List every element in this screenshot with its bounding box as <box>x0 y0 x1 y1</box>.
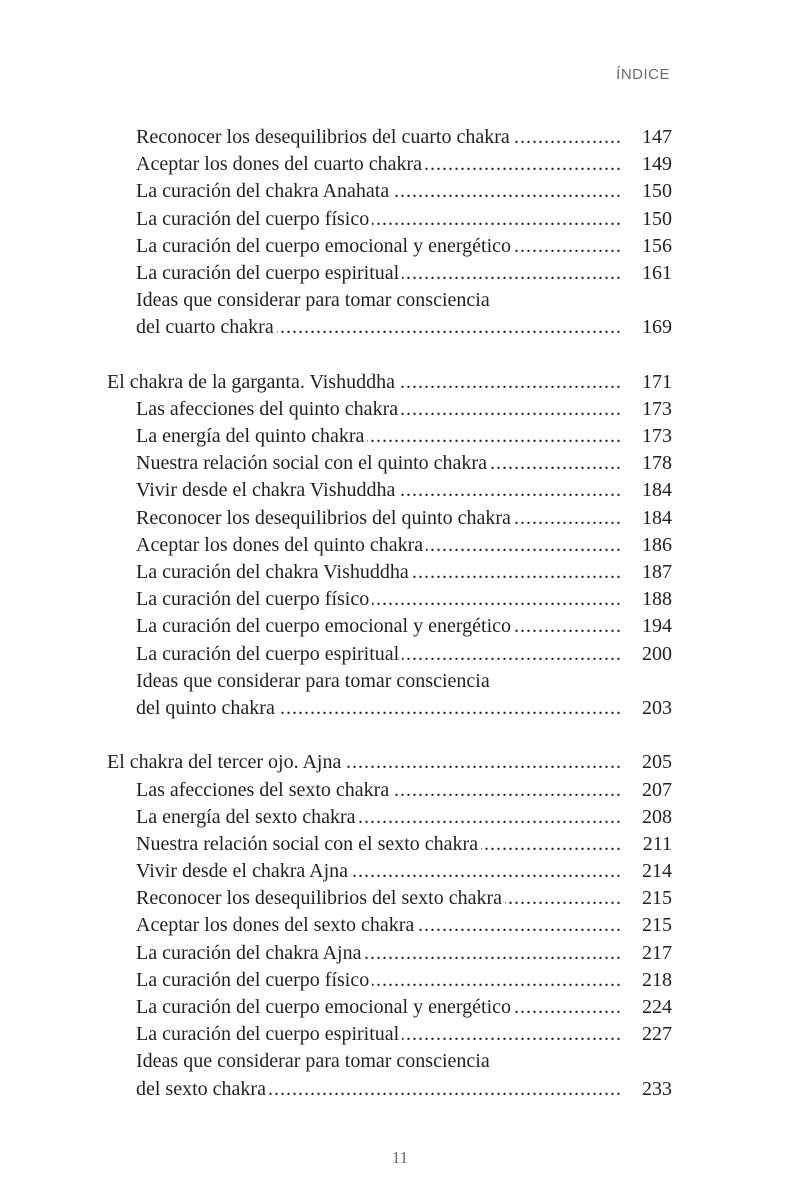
toc-entry <box>107 151 672 178</box>
toc-entry-continuation <box>107 314 672 341</box>
toc-entry <box>107 912 672 939</box>
toc-entry-title: La curación del chakra Ajna <box>136 941 362 964</box>
dot-leader <box>402 641 622 668</box>
toc-entry-title: El chakra de la garganta. Vishuddha <box>107 370 395 393</box>
toc-entry <box>107 804 672 831</box>
toc-entry-page: 178 <box>642 452 672 475</box>
running-header: ÍNDICE <box>616 66 670 83</box>
toc-entry-page: 173 <box>642 425 672 448</box>
dot-leader <box>277 314 622 341</box>
toc-entry-title: Nuestra relación social con el quinto chakra <box>136 452 487 475</box>
dot-leader <box>412 559 622 586</box>
toc-entry <box>107 885 672 912</box>
dot-leader <box>372 206 622 233</box>
dot-leader <box>514 233 622 260</box>
toc-entry-continuation <box>107 1076 672 1103</box>
dot-leader <box>505 885 622 912</box>
dot-leader <box>514 505 622 532</box>
toc-entry-page: 184 <box>642 479 672 502</box>
toc-entry-page: 205 <box>642 751 672 774</box>
toc-entry-page: 215 <box>642 914 672 937</box>
dot-leader <box>417 912 622 939</box>
toc-entry-page: 173 <box>642 397 672 420</box>
toc-entry-title-continued: del sexto chakra <box>136 1077 266 1100</box>
toc-entry-title: Reconocer los desequilibrios del cuarto chakra <box>136 126 510 148</box>
dot-leader <box>344 749 622 776</box>
dot-leader <box>426 532 622 559</box>
toc-entry-page: 184 <box>642 506 672 529</box>
toc-entry-title: La curación del cuerpo emocional y energético <box>136 615 512 638</box>
toc-entry <box>107 586 672 613</box>
toc-entry-page: 207 <box>642 778 672 801</box>
toc-entry-title: La curación del cuerpo físico <box>136 968 370 991</box>
dot-leader <box>398 477 622 504</box>
toc-entry-title: La energía del sexto chakra <box>136 805 356 828</box>
toc-entry-title: La curación del chakra Anahata <box>136 180 390 203</box>
toc-entry <box>107 613 672 640</box>
toc-entry <box>107 124 672 151</box>
toc-entry-page: 211 <box>642 832 672 855</box>
toc-entry-title: Aceptar los dones del sexto chakra <box>136 914 415 937</box>
toc-entry <box>107 206 672 233</box>
dot-leader <box>402 260 622 287</box>
dot-leader <box>367 423 622 450</box>
toc-entry-title-continued: del quinto chakra <box>136 696 275 719</box>
toc-entry-title: La energía del quinto chakra <box>136 425 365 448</box>
dot-leader <box>351 858 622 885</box>
toc-entry-title: Vivir desde el chakra Ajna <box>136 860 349 883</box>
dot-leader <box>392 178 622 205</box>
toc-entry-title: Nuestra relación social con el sexto chakra <box>136 832 479 855</box>
toc-entry <box>107 260 672 287</box>
toc-entry-page: 200 <box>642 642 672 665</box>
dot-leader <box>392 777 622 804</box>
dot-leader <box>514 994 622 1021</box>
dot-leader <box>402 1021 622 1048</box>
toc-chapter-entry <box>107 749 672 776</box>
dot-leader <box>278 695 622 722</box>
toc-entry <box>107 967 672 994</box>
toc-entry <box>107 1048 672 1075</box>
toc-entry <box>107 423 672 450</box>
toc-entry <box>107 178 672 205</box>
toc-section <box>107 369 672 722</box>
dot-leader <box>359 804 622 831</box>
toc-entry <box>107 559 672 586</box>
toc-entry <box>107 777 672 804</box>
toc-entry-title: La curación del cuerpo emocional y energético <box>136 996 512 1018</box>
toc-entry-title: Las afecciones del quinto chakra <box>136 397 399 420</box>
toc-section <box>107 124 672 342</box>
toc-entry <box>107 940 672 967</box>
toc-entry-title: Aceptar los dones del quinto chakra <box>136 533 424 556</box>
toc-entry <box>107 287 672 314</box>
toc-entry-page: 150 <box>642 207 672 230</box>
toc-entry-title: La curación del cuerpo espiritual <box>136 642 400 665</box>
toc-entry-title: Aceptar los dones del cuarto chakra <box>136 153 422 176</box>
dot-leader <box>372 586 622 613</box>
toc-entry <box>107 396 672 423</box>
toc-entry-title: La curación del cuerpo físico <box>136 588 370 611</box>
toc-entry-title: Las afecciones del sexto chakra <box>136 778 390 801</box>
toc-section <box>107 749 672 1102</box>
toc-entry <box>107 477 672 504</box>
toc-entry-title: Vivir desde el chakra Vishuddha <box>136 479 396 502</box>
dot-leader <box>401 396 622 423</box>
toc-entry-page: 227 <box>642 1023 672 1046</box>
toc-entry-page: 214 <box>642 860 672 883</box>
toc-entry-page: 171 <box>642 370 672 393</box>
toc-entry-page: 150 <box>642 180 672 203</box>
toc-entry <box>107 668 672 695</box>
table-of-contents <box>107 124 672 1130</box>
dot-leader <box>481 831 622 858</box>
toc-entry-page: 194 <box>642 615 672 638</box>
toc-entry-title: Ideas que considerar para tomar consciencia <box>136 289 490 312</box>
toc-entry <box>107 532 672 559</box>
toc-entry-page: 208 <box>642 805 672 828</box>
toc-entry-page: 217 <box>642 941 672 964</box>
toc-entry <box>107 858 672 885</box>
toc-entry-title: La curación del chakra Vishuddha <box>136 561 409 583</box>
toc-entry-page: 187 <box>642 561 672 583</box>
dot-leader <box>490 450 622 477</box>
dot-leader <box>364 940 622 967</box>
toc-entry-title: La curación del cuerpo espiritual <box>136 1023 400 1046</box>
dot-leader <box>269 1076 622 1103</box>
toc-entry <box>107 994 672 1021</box>
toc-entry-title: Ideas que considerar para tomar consciencia <box>136 669 490 692</box>
toc-entry-page: 224 <box>642 996 672 1018</box>
toc-entry-page: 215 <box>642 887 672 910</box>
toc-chapter-entry <box>107 369 672 396</box>
toc-entry <box>107 505 672 532</box>
toc-entry-page: 233 <box>642 1077 672 1100</box>
toc-entry-title: El chakra del tercer ojo. Ajna <box>107 751 342 774</box>
toc-entry-title: Reconocer los desequilibrios del sexto chakra <box>136 887 502 910</box>
toc-entry-page: 186 <box>642 533 672 556</box>
toc-entry-page: 169 <box>642 316 672 339</box>
toc-entry-title: La curación del cuerpo físico <box>136 207 370 230</box>
toc-entry-continuation <box>107 695 672 722</box>
toc-entry-page: 203 <box>642 696 672 719</box>
toc-entry <box>107 641 672 668</box>
toc-entry-title: La curación del cuerpo emocional y energético <box>136 234 512 257</box>
dot-leader <box>372 967 622 994</box>
toc-entry <box>107 450 672 477</box>
toc-entry-title-continued: del cuarto chakra <box>136 316 274 339</box>
toc-entry-page: 147 <box>642 126 672 148</box>
dot-leader <box>398 369 622 396</box>
dot-leader <box>425 151 622 178</box>
toc-entry <box>107 1021 672 1048</box>
toc-entry-title: La curación del cuerpo espiritual <box>136 261 400 284</box>
toc-entry-page: 149 <box>642 153 672 176</box>
page-number: 11 <box>391 1148 409 1167</box>
dot-leader <box>513 124 622 151</box>
toc-entry-page: 156 <box>642 234 672 257</box>
toc-entry-title: Ideas que considerar para tomar consciencia <box>136 1050 490 1073</box>
toc-entry-page: 188 <box>642 588 672 611</box>
dot-leader <box>514 613 622 640</box>
toc-entry-page: 218 <box>642 968 672 991</box>
toc-entry-page: 161 <box>642 261 672 284</box>
toc-entry <box>107 831 672 858</box>
toc-entry-title: Reconocer los desequilibrios del quinto chakra <box>136 506 511 529</box>
toc-entry <box>107 233 672 260</box>
